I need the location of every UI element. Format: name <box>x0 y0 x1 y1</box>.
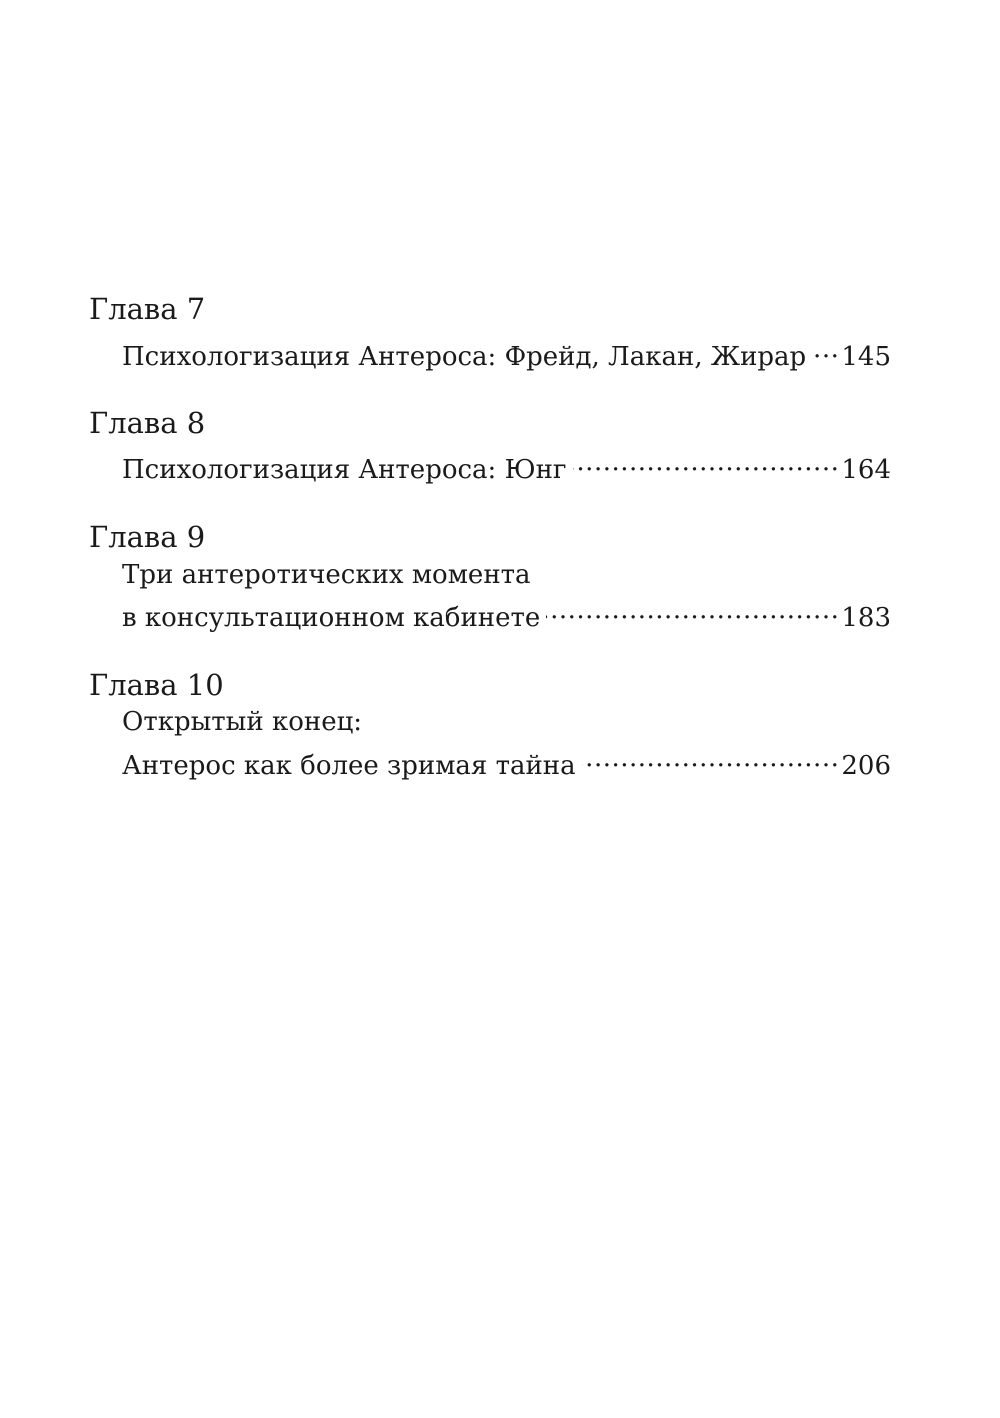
chapter-9-page-number: 183 <box>841 603 891 633</box>
chapter-7-heading: Глава 7 <box>89 292 206 326</box>
chapter-8-entry[interactable] <box>122 446 891 486</box>
dot-leader <box>582 742 840 774</box>
chapter-9-title-line-1: Три антеротических момента <box>122 560 531 590</box>
chapter-10-title-line-1: Открытый конец: <box>122 707 363 737</box>
chapter-8-title: Психологизация Антероса: Юнг <box>122 455 567 485</box>
chapter-10-heading: Глава 10 <box>89 668 224 702</box>
dot-leader <box>812 333 839 365</box>
chapter-9-title-line-2: в консультационном кабинете <box>122 603 541 633</box>
chapter-10-title-line-2: Антерос как более зримая тайна <box>122 751 576 781</box>
chapter-7-title: Психологизация Антероса: Фрейд, Лакан, Жирар <box>122 342 807 372</box>
chapter-10-page-number: 206 <box>841 751 891 781</box>
chapter-9-heading: Глава 9 <box>89 520 206 554</box>
dot-leader <box>546 594 839 626</box>
chapter-7-entry[interactable] <box>122 333 891 373</box>
dot-leader <box>573 446 840 478</box>
chapter-8-heading: Глава 8 <box>89 406 206 440</box>
chapter-8-page-number: 164 <box>841 455 891 485</box>
chapter-10-entry[interactable] <box>122 742 891 782</box>
chapter-7-page-number: 145 <box>841 342 891 372</box>
chapter-9-entry[interactable] <box>122 594 891 634</box>
